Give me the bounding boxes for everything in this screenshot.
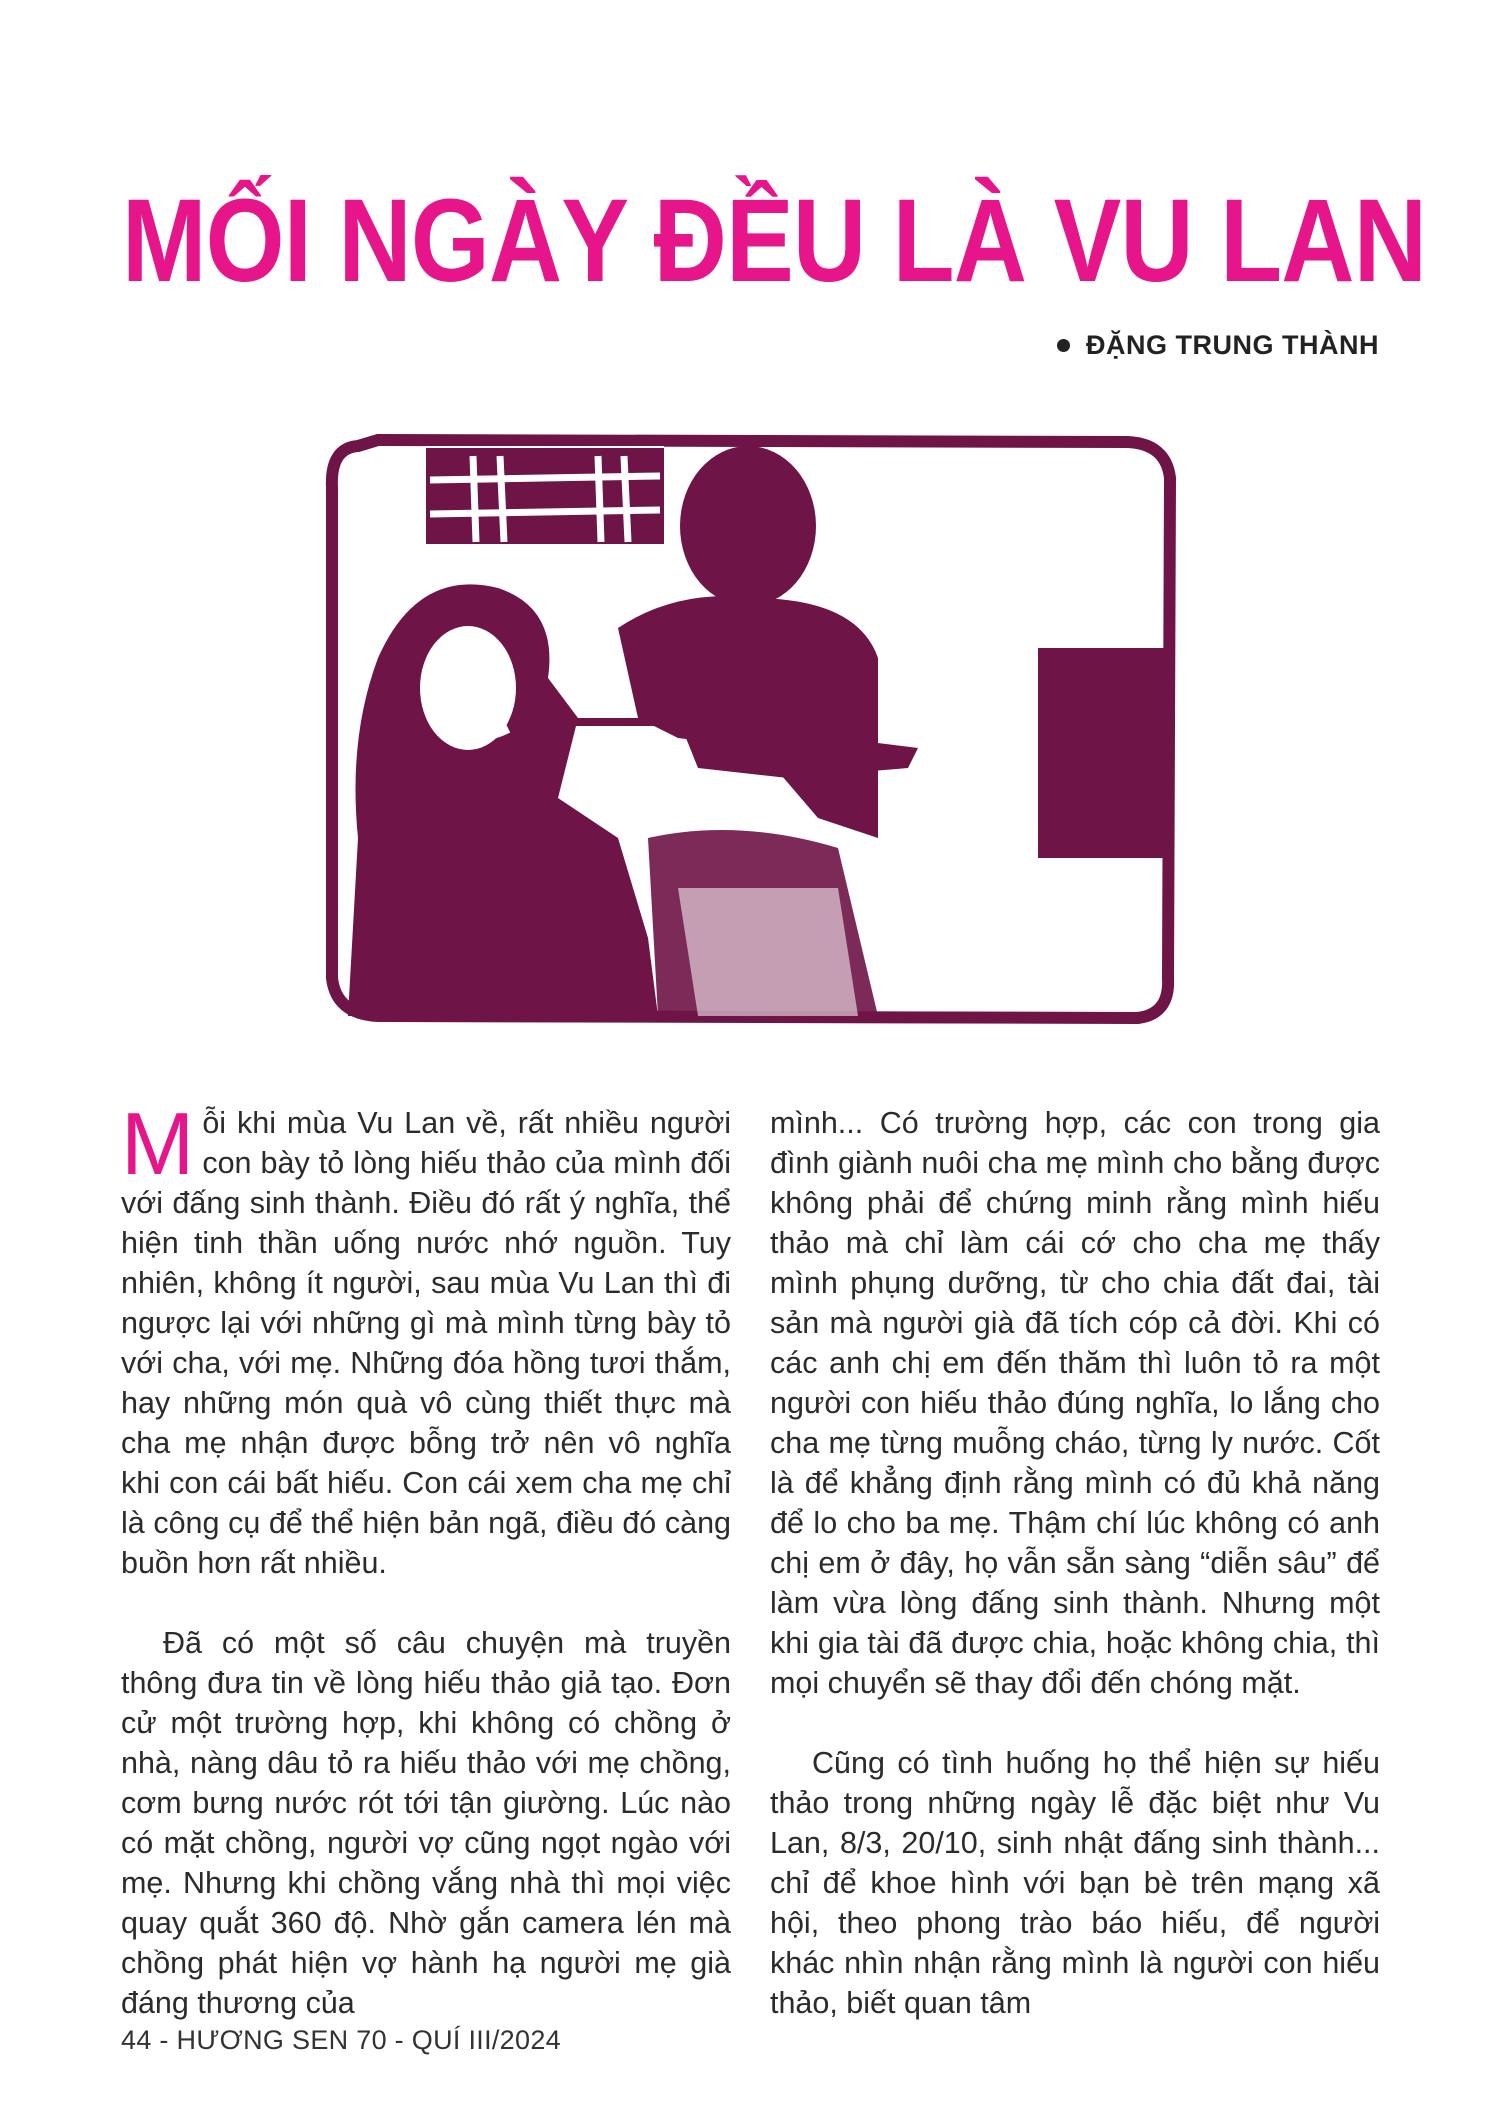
- illustration-photo: [318, 418, 1182, 1036]
- article-column-left: [121, 1094, 731, 2063]
- paragraph: mình... Có trường hợp, các con trong gia đình giành nuôi cha mẹ mình cho bằng được không phải để chứng minh rằng mình hiếu thảo mà chỉ làm cái cớ cho cha mẹ thấy mình phụng dưỡng, từ cho chia đất đai, tài sản mà người già đã tích cóp cả đời. Khi có các anh chị em đến thăm thì luôn tỏ ra một người con hiếu thảo đúng nghĩa, lo lắng cho cha mẹ từng muỗng cháo, từng ly nước. Cốt là để khẳng định rằng mình có đủ khả năng để lo cho ba mẹ. Thậm chí lúc không có anh chị em ở đây, họ vẫn sẵn sàng “diễn sâu” để làm vừa lòng đấng sinh thành. Nhưng một khi gia tài đã được chia, hoặc không chia, thì mọi chuyển sẽ thay đổi đến chóng mặt.: [770, 1106, 1380, 1700]
- young-man-head: [680, 446, 816, 606]
- article-title: MỐI NGÀY ĐỀU LÀ VU LAN: [122, 175, 1427, 307]
- paragraph: Đã có một số câu chuyện mà truyền thông đưa tin về lòng hiếu thảo giả tạo. Đơn cử một trường hợp, khi không có chồng ở nhà, nàng dâu tỏ ra hiếu thảo với mẹ chồng, cơm bưng nước rót tới tận giường. Lúc nào có mặt chồng, người vợ cũng ngọt ngào với mẹ. Nhưng khi chồng vắng nhà thì mọi việc quay quắt 360 độ. Nhờ gắn camera lén mà chồng phát hiện vợ hành hạ người mẹ già đáng thương của: [121, 1626, 731, 2020]
- young-man-body: [618, 596, 878, 838]
- author-byline: [1057, 330, 1379, 361]
- article-column-right: [770, 1103, 1380, 2063]
- bullet-icon: [1057, 339, 1070, 352]
- drop-cap: M: [121, 1094, 195, 1193]
- paragraph: Cũng có tình huống họ thể hiện sự hiếu thảo trong những ngày lễ đặc biệt như Vu Lan, 8/3, 20/10, sinh nhật đấng sinh thành... chỉ để khoe hình với bạn bè trên mạng xã hội, theo phong trào báo hiếu, để người khác nhìn nhận rằng mình là người con hiếu thảo, biết quan tâm: [770, 1746, 1380, 2020]
- paragraph: Mỗi khi mùa Vu Lan về, rất nhiều người con bày tỏ lòng hiếu thảo của mình đối với đấng sinh thành. Điều đó rất ý nghĩa, thể hiện tinh thần uống nước nhớ nguồn. Tuy nhiên, không ít người, sau mùa Vu Lan thì đi ngược lại với những gì mà mình từng bày tỏ với cha, với mẹ. Những đóa hồng tươi thắm, hay những món quà vô cùng thiết thực mà cha mẹ nhận được bỗng trở nên vô nghĩa khi con cái bất hiếu. Con cái xem cha mẹ chỉ là công cụ để thể hiện bản ngã, điều đó càng buồn hơn rất nhiều.: [121, 1094, 731, 1580]
- page-footer: 44 - HƯƠNG SEN 70 - QUÍ III/2024: [121, 2025, 561, 2055]
- author-name: ĐẶNG TRUNG THÀNH: [1086, 330, 1379, 360]
